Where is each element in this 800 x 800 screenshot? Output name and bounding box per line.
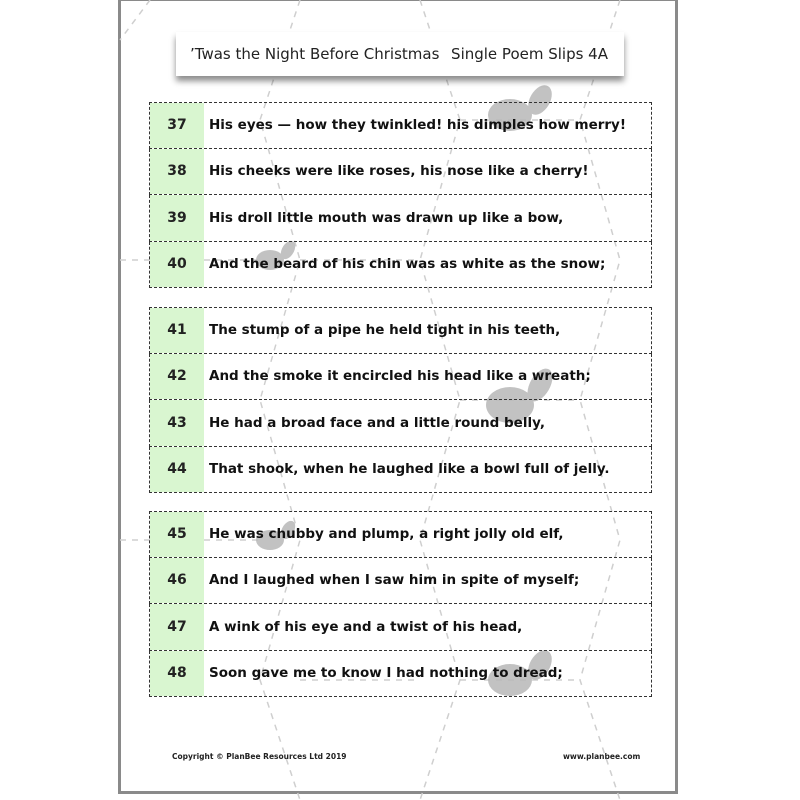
poem-slip	[149, 558, 652, 605]
poem-slip-group-3	[149, 511, 652, 697]
poem-line: And the beard of his chin was as white as the snow;	[209, 256, 606, 273]
website-link[interactable]: www.planbee.com	[563, 752, 641, 761]
poem-slip	[149, 651, 652, 698]
line-number: 47	[150, 604, 204, 650]
poem-line: And I laughed when I saw him in spite of myself;	[209, 572, 580, 589]
poem-slip	[149, 102, 652, 149]
poem-slip	[149, 354, 652, 401]
poem-title: ’Twas the Night Before Christmas	[190, 45, 440, 63]
line-number: 42	[150, 354, 204, 400]
line-number: 37	[150, 103, 204, 148]
line-number: 38	[150, 149, 204, 195]
poem-line: That shook, when he laughed like a bowl full of jelly.	[209, 461, 610, 478]
poem-slip	[149, 195, 652, 242]
poem-line: A wink of his eye and a twist of his head,	[209, 618, 523, 635]
poem-slip	[149, 400, 652, 447]
worksheet-subtitle: Single Poem Slips 4A	[451, 45, 608, 63]
poem-line: His cheeks were like roses, his nose like a cherry!	[209, 163, 589, 180]
poem-line: His eyes — how they twinkled! his dimples how merry!	[209, 117, 626, 134]
line-number: 39	[150, 195, 204, 241]
line-number: 45	[150, 512, 204, 557]
poem-line: And the smoke it encircled his head like a wreath;	[209, 368, 591, 385]
line-number: 46	[150, 558, 204, 604]
poem-slip	[149, 447, 652, 494]
poem-line: Soon gave me to know I had nothing to dread;	[209, 665, 563, 682]
poem-slip	[149, 604, 652, 651]
poem-line: He had a broad face and a little round belly,	[209, 414, 545, 431]
line-number: 48	[150, 651, 204, 697]
poem-slip	[149, 242, 652, 289]
poem-slip	[149, 511, 652, 558]
poem-slip-group-2	[149, 307, 652, 493]
poem-line: The stump of a pipe he held tight in his teeth,	[209, 322, 561, 339]
poem-line: His droll little mouth was drawn up like a bow,	[209, 209, 564, 226]
line-number: 44	[150, 447, 204, 493]
line-number: 40	[150, 242, 204, 288]
poem-slip-group-1	[149, 102, 652, 288]
poem-slip	[149, 149, 652, 196]
line-number: 43	[150, 400, 204, 446]
poem-slip	[149, 307, 652, 354]
worksheet-header	[176, 32, 624, 76]
poem-line: He was chubby and plump, a right jolly old elf,	[209, 526, 564, 543]
copyright-text: Copyright © PlanBee Resources Ltd 2019	[172, 752, 347, 761]
line-number: 41	[150, 308, 204, 353]
